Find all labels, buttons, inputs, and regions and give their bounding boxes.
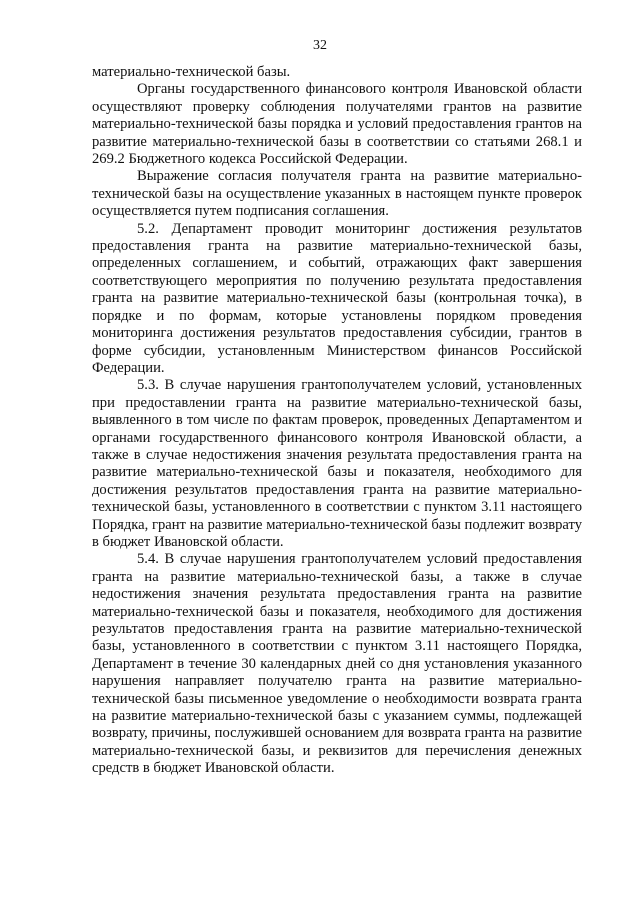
paragraph-continuation: материально-технической базы. (92, 64, 291, 80)
paragraph-consent: Выражение согласия получателя гранта на развитие материально-технической базы на осуществление указанных в настоящем пункте проверок осуществляется путем подписания соглашения. (92, 168, 582, 220)
paragraph-5-4: 5.4. В случае нарушения грантополучателем условий предоставления гранта на развитие материально-технической базы, а также в случае недостижения значения результата предоставления гранта на развитие материально-технической базы и показателя, необходимого для достижения результатов предоставления гранта на развитие материально-технической базы, установленного в соответствии с пунктом 3.11 настоящего Порядка, Департамент в течение 30 календарных дней со дня установления указанного нарушения направляет получателю гранта на развитие материально-технической базы письменное уведомление о необходимости возврата гранта на развитие материально-технической базы с указанием суммы, подлежащей возврату, причины, послужившей основанием для возврата гранта на развитие материально-технической базы, и реквизитов для перечисления денежных средств в бюджет Ивановской области. (92, 551, 582, 777)
paragraph-audit-bodies: Органы государственного финансового контроля Ивановской области осуществляют проверку соблюдения получателями грантов на развитие материально-технической базы порядка и условий предоставления грантов на развитие материально-технической базы в соответствии со статьями 268.1 и 269.2 Бюджетного кодекса Российской Федерации. (92, 81, 582, 168)
paragraph-5-3: 5.3. В случае нарушения грантополучателем условий, установленных при предоставлении гранта на развитие материально-технической базы, выявленного в том числе по фактам проверок, проведенных Департаментом и органами государственного финансового контроля Ивановской области, а также в случае недостижения значения результата предоставления гранта на развитие материально-технической базы и показателя, необходимого для достижения результатов предоставления гранта на развитие материально-технической базы, установленного в соответствии с пунктом 3.11 настоящего Порядка, грант на развитие материально-технической базы подлежит возврату в бюджет Ивановской области. (92, 377, 582, 550)
page-number: 32 (313, 38, 327, 53)
paragraph-5-2: 5.2. Департамент проводит мониторинг достижения результатов предоставления гранта на развитие материально-технической базы, определенных соглашением, и событий, отражающих факт завершения соответствующего мероприятия по получению результата предоставления гранта на развитие материально-технической базы (контрольная точка), в порядке и по формам, которые установлены порядком проведения мониторинга достижения результатов предоставления субсидии, грантов в форме субсидии, установленным Министерством финансов Российской Федерации. (92, 220, 582, 376)
document-body (92, 64, 582, 778)
